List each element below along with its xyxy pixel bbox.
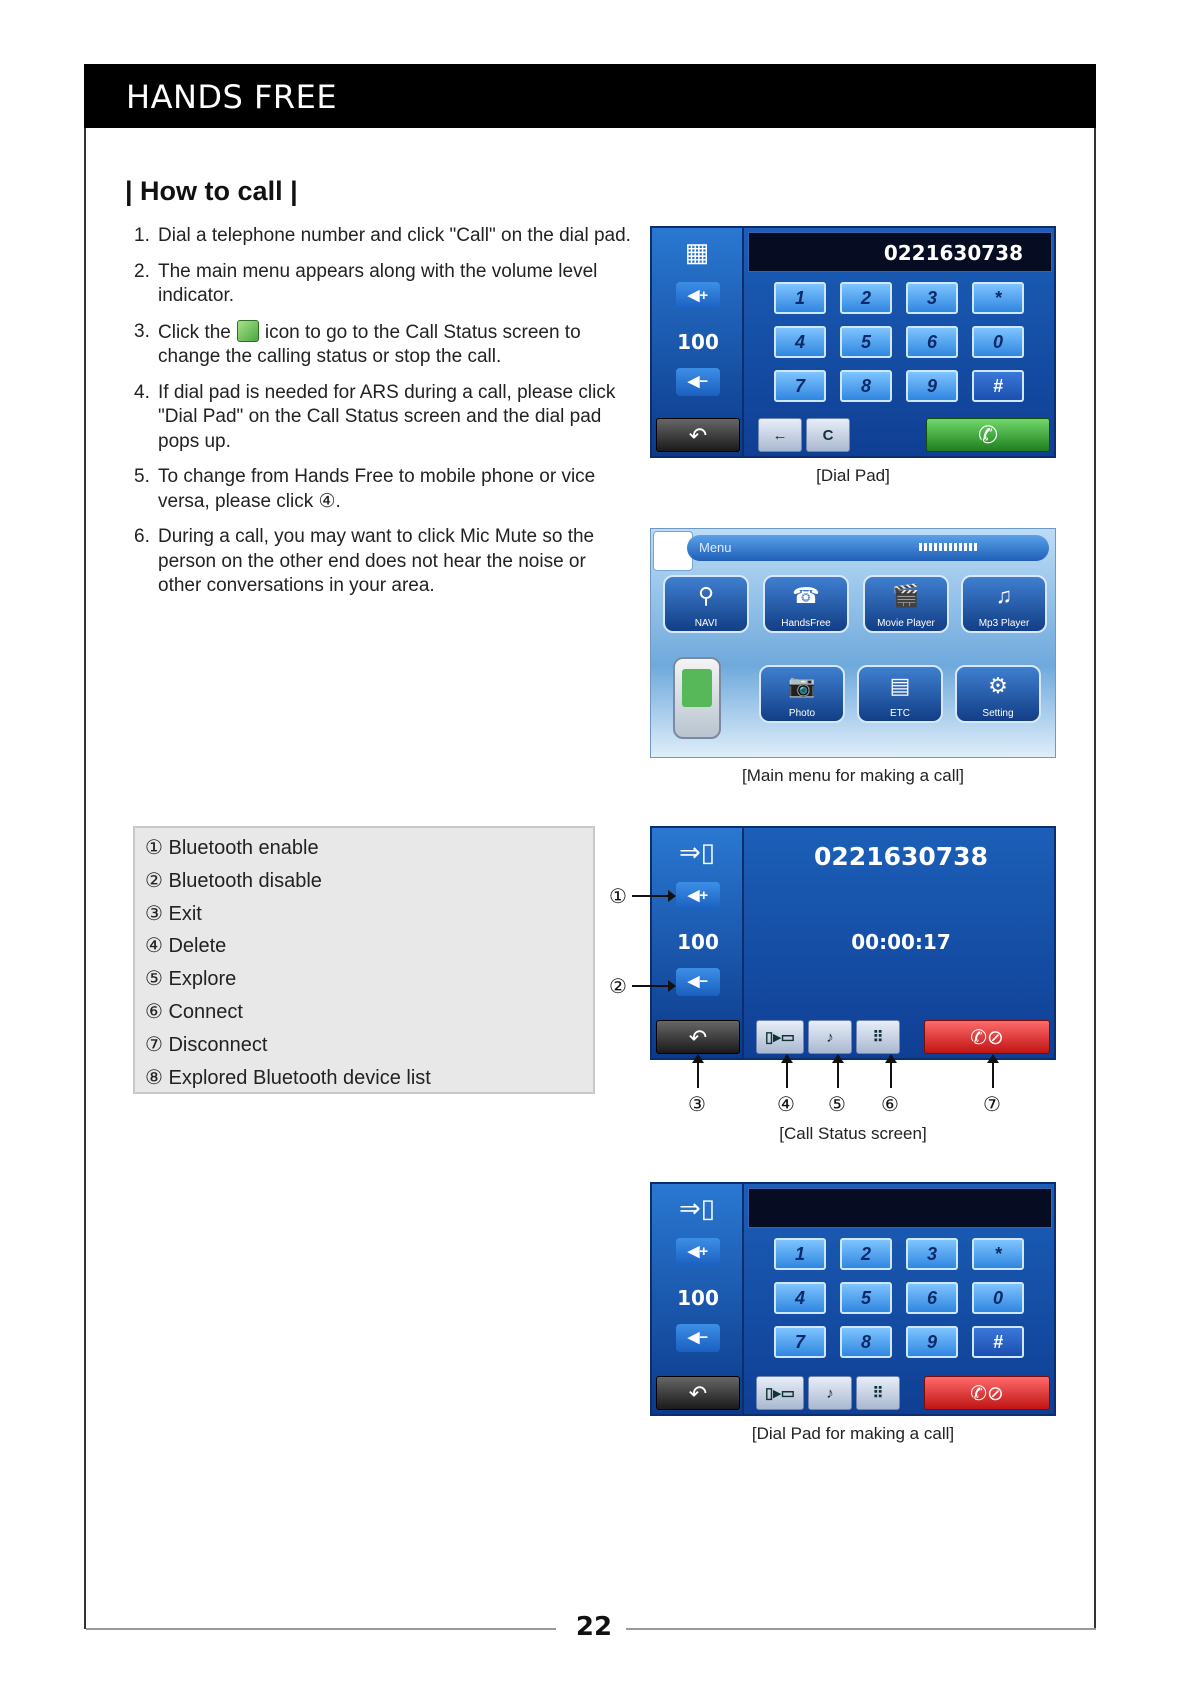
page-header xyxy=(84,64,1096,128)
volume-up-button[interactable]: ◀+ xyxy=(676,1238,720,1266)
step-item: 2. The main menu appears along with the volume level indicator. xyxy=(134,260,598,306)
legend-item: ③ Exit xyxy=(145,902,202,925)
step-item: 5. To change from Hands Free to mobile phone or vice versa, please click ④. xyxy=(134,466,596,512)
mic-mute-button[interactable]: ♪ xyxy=(808,1020,852,1054)
transfer-button[interactable]: ▯▸▭ xyxy=(756,1020,804,1054)
backspace-button[interactable]: ← xyxy=(758,418,802,452)
caller-number: 0221630738 xyxy=(814,842,988,871)
volume-indicator xyxy=(919,543,979,551)
key-button[interactable]: 7 xyxy=(774,1326,826,1358)
bluetooth-phone-icon: ⇒▯ xyxy=(678,837,716,867)
call-button[interactable]: ✆ xyxy=(926,418,1050,452)
dial-pad-bottom-bar xyxy=(748,418,1054,452)
dial-pad-button[interactable]: ⠿ xyxy=(856,1376,900,1410)
key-button[interactable]: 4 xyxy=(774,1282,826,1314)
mp3-player-app-button[interactable]: ♫ Mp3 Player xyxy=(961,575,1047,633)
menu-bar: Menu xyxy=(687,535,1049,561)
photo-app-button[interactable]: 📷 Photo xyxy=(759,665,845,723)
footer-rule-right xyxy=(626,1628,1096,1630)
key-button[interactable]: 0 xyxy=(972,326,1024,358)
key-button[interactable]: 8 xyxy=(840,370,892,402)
footer-rule-left xyxy=(86,1628,556,1630)
volume-up-button[interactable]: ◀+ xyxy=(676,282,720,310)
dial-pad-call-bottom-bar xyxy=(748,1376,1054,1410)
callout-7-arrow xyxy=(992,1062,994,1088)
volume-level: 100 xyxy=(677,1286,719,1310)
legend-item: ④ Delete xyxy=(145,935,227,958)
volume-level: 100 xyxy=(677,930,719,954)
key-button[interactable]: 8 xyxy=(840,1326,892,1358)
legend-item: ⑧ Explored Bluetooth device list xyxy=(145,1066,431,1089)
callout-7: ⑦ xyxy=(983,1094,1001,1116)
number-display xyxy=(748,1188,1052,1228)
key-button[interactable]: 0 xyxy=(972,1282,1024,1314)
call-status-phone-icon[interactable] xyxy=(673,657,721,739)
header-title: HANDS FREE xyxy=(126,78,338,116)
back-button[interactable]: ↶ xyxy=(656,418,740,452)
key-button[interactable]: 1 xyxy=(774,282,826,314)
key-button[interactable]: * xyxy=(972,282,1024,314)
legend-item: ② Bluetooth disable xyxy=(145,869,322,892)
callout-4-arrow xyxy=(786,1062,788,1088)
callout-5: ⑤ xyxy=(828,1094,846,1116)
key-button[interactable]: 6 xyxy=(906,326,958,358)
callout-3: ③ xyxy=(688,1094,706,1116)
callout-3-arrow xyxy=(697,1062,699,1088)
callout-6: ⑥ xyxy=(881,1094,899,1116)
dial-pad-call-screen xyxy=(650,1182,1056,1416)
dial-pad-screen xyxy=(650,226,1056,458)
end-call-button[interactable]: ✆⊘ xyxy=(924,1376,1050,1410)
dial-pad-caption: [Dial Pad] xyxy=(816,466,890,485)
mic-mute-button[interactable]: ♪ xyxy=(808,1376,852,1410)
key-button[interactable]: 2 xyxy=(840,282,892,314)
step-item: 4. If dial pad is needed for ARS during a call, please click "Dial Pad" on the Call Status screen and the dial pad pops up. xyxy=(134,381,616,452)
key-button[interactable]: 4 xyxy=(774,326,826,358)
call-duration: 00:00:17 xyxy=(851,930,951,954)
key-button[interactable]: 6 xyxy=(906,1282,958,1314)
keypad xyxy=(774,1238,1024,1358)
key-button[interactable]: * xyxy=(972,1238,1024,1270)
keypad xyxy=(774,282,1024,402)
key-button[interactable]: 9 xyxy=(906,370,958,402)
key-button[interactable]: 3 xyxy=(906,1238,958,1270)
key-button[interactable]: 5 xyxy=(840,326,892,358)
dial-pad-sidebar xyxy=(652,228,744,456)
number-display: 0221630738 xyxy=(748,232,1052,272)
etc-app-button[interactable]: ▤ ETC xyxy=(857,665,943,723)
bluetooth-phone-icon: ⇒▯ xyxy=(678,1193,716,1223)
call-status-caption: [Call Status screen] xyxy=(779,1124,927,1143)
step-item: 6. During a call, you may want to click Mic Mute so the person on the other end does not hear the noise or other conversations in your area. xyxy=(134,526,595,596)
handsfree-app-button[interactable]: ☎ HandsFree xyxy=(763,575,849,633)
call-status-sidebar xyxy=(652,828,744,1058)
setting-app-button[interactable]: ⚙ Setting xyxy=(955,665,1041,723)
end-call-button[interactable]: ✆⊘ xyxy=(924,1020,1050,1054)
key-button[interactable]: 3 xyxy=(906,282,958,314)
exit-button[interactable]: ↶ xyxy=(656,1020,740,1054)
call-status-bottom-bar xyxy=(748,1020,1054,1054)
dial-pad-call-sidebar xyxy=(652,1184,744,1414)
section-title: | How to call | xyxy=(125,176,298,206)
legend-item: ⑤ Explore xyxy=(145,968,237,991)
movie-player-app-button[interactable]: 🎬 Movie Player xyxy=(863,575,949,633)
callout-6-arrow xyxy=(890,1062,892,1088)
callout-2-arrow xyxy=(632,985,674,987)
back-button[interactable]: ↶ xyxy=(656,1376,740,1410)
volume-level: 100 xyxy=(677,330,719,354)
volume-down-button[interactable]: ◀− xyxy=(676,368,720,396)
key-button[interactable]: 1 xyxy=(774,1238,826,1270)
call-status-screen xyxy=(650,826,1056,1060)
keypad-mode-icon[interactable]: ▦ xyxy=(684,237,710,267)
step-item: 3. Click the icon to go to the Call Status screen to change the calling status or stop the call. xyxy=(134,320,581,367)
key-button[interactable]: 9 xyxy=(906,1326,958,1358)
navi-app-button[interactable]: ⚲ NAVI xyxy=(663,575,749,633)
transfer-button[interactable]: ▯▸▭ xyxy=(756,1376,804,1410)
callout-1: ① xyxy=(609,886,627,908)
key-button[interactable]: # xyxy=(972,370,1024,402)
key-button[interactable]: 5 xyxy=(840,1282,892,1314)
key-button[interactable]: # xyxy=(972,1326,1024,1358)
clear-button[interactable]: C xyxy=(806,418,850,452)
main-menu-screen xyxy=(650,528,1056,758)
callout-1-arrow xyxy=(632,895,674,897)
key-button[interactable]: 2 xyxy=(840,1238,892,1270)
volume-up-button[interactable]: ◀+ xyxy=(676,882,720,910)
dial-pad-call-caption: [Dial Pad for making a call] xyxy=(751,1424,955,1443)
legend-item: ⑦ Disconnect xyxy=(145,1033,268,1056)
volume-down-button[interactable]: ◀− xyxy=(676,968,720,996)
page-number: 22 xyxy=(575,1612,613,1642)
callout-2: ② xyxy=(609,976,627,998)
legend-item: ① Bluetooth enable xyxy=(145,837,319,859)
key-button[interactable]: 7 xyxy=(774,370,826,402)
call-status-icon xyxy=(237,320,259,342)
legend-item: ⑥ Connect xyxy=(145,1000,243,1023)
step-item: 1. Dial a telephone number and click "Call" on the dial pad. xyxy=(134,225,631,246)
legend-box xyxy=(133,826,595,1094)
main-menu-caption: [Main menu for making a call] xyxy=(741,766,965,785)
steps-list xyxy=(134,224,634,610)
dial-pad-button[interactable]: ⠿ xyxy=(856,1020,900,1054)
callout-5-arrow xyxy=(837,1062,839,1088)
volume-down-button[interactable]: ◀− xyxy=(676,1324,720,1352)
callout-4: ④ xyxy=(777,1094,795,1116)
